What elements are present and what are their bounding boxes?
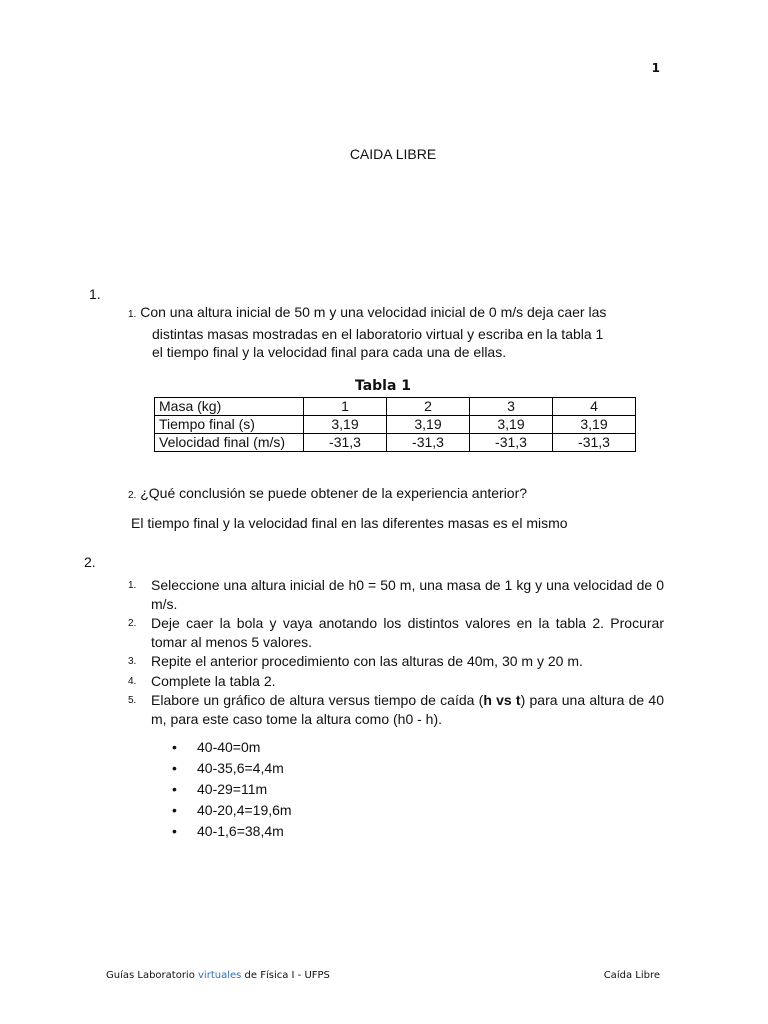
row-label: Masa (kg) xyxy=(155,398,304,416)
table-cell: 2 xyxy=(387,398,470,416)
footer-left-highlight: virtuales xyxy=(198,970,242,981)
list-item-text: Deje caer la bola y vaya anotando los distintos valores en la tabla 2. Procurar tomar al menos 5 valores. xyxy=(151,615,664,650)
question-1-1 xyxy=(128,303,648,362)
list-item-number: 4. xyxy=(128,675,137,687)
bullet-text: 40-35,6=4,4m xyxy=(197,760,284,776)
bullet-item xyxy=(172,758,292,779)
table-cell: 3 xyxy=(470,398,553,416)
section-1-number: 1. xyxy=(89,286,101,302)
bullet-icon: • xyxy=(172,823,177,839)
table-cell: -31,3 xyxy=(553,434,636,452)
table-cell: 4 xyxy=(553,398,636,416)
table-cell: -31,3 xyxy=(304,434,387,452)
footer-left-part1: Guías Laboratorio xyxy=(106,970,199,981)
list-item-text-before: Elabore un gráfico de altura versus tiempo de caída ( xyxy=(151,692,484,708)
list-item xyxy=(128,672,664,691)
table-cell: 1 xyxy=(304,398,387,416)
table-cell: 3,19 xyxy=(304,416,387,434)
bullet-item xyxy=(172,800,292,821)
table-row xyxy=(155,416,636,434)
bullet-icon: • xyxy=(172,802,177,818)
table-1-caption: Tabla 1 xyxy=(354,378,412,394)
table-cell: -31,3 xyxy=(470,434,553,452)
row-label: Tiempo final (s) xyxy=(155,416,304,434)
bullet-text: 40-29=11m xyxy=(197,781,268,797)
list-item-text: Seleccione una altura inicial de h0 = 50 m, una masa de 1 kg y una velocidad de 0 m/s. xyxy=(151,577,664,612)
list-item-number: 1. xyxy=(128,580,137,591)
list-item-bold-text: h vs t xyxy=(483,692,521,708)
question-1-2-text: ¿Qué conclusión se puede obtener de la experiencia anterior? xyxy=(140,485,528,501)
question-1-2-number: 2. xyxy=(128,490,137,501)
question-1-1-text-line2: distintas masas mostradas en el laboratorio virtual y escriba en la tabla 1 xyxy=(152,325,604,342)
question-1-1-text-line1: Con una altura inicial de 50 m y una velocidad inicial de 0 m/s deja caer las xyxy=(140,304,607,320)
section-2-list xyxy=(128,576,664,729)
bullet-icon: • xyxy=(172,781,177,797)
bullet-item xyxy=(172,821,292,842)
document-title: CAIDA LIBRE xyxy=(349,146,437,162)
bullet-icon: • xyxy=(172,760,177,776)
section-2-number: 2. xyxy=(84,554,96,570)
list-item-number: 3. xyxy=(128,656,137,667)
page-number: 1 xyxy=(651,61,660,75)
row-label: Velocidad final (m/s) xyxy=(155,434,304,452)
bullet-text: 40-1,6=38,4m xyxy=(197,823,284,839)
list-item-number: 2. xyxy=(128,618,137,629)
table-cell: -31,3 xyxy=(387,434,470,452)
list-item xyxy=(128,614,664,651)
table-row xyxy=(155,398,636,416)
footer-right: Caída Libre xyxy=(603,970,660,981)
list-item xyxy=(128,691,664,728)
table-cell: 3,19 xyxy=(387,416,470,434)
question-1-1-number: 1. xyxy=(128,309,137,320)
list-item-number: 5. xyxy=(128,695,137,706)
list-item-text: Complete la tabla 2. xyxy=(151,672,276,689)
question-1-1-line1 xyxy=(128,303,648,325)
question-1-1-text-line3: el tiempo final y la velocidad final para cada una de ellas. xyxy=(152,344,507,360)
bullet-text: 40-40=0m xyxy=(197,739,261,755)
bullet-text: 40-20,4=19,6m xyxy=(197,802,292,818)
table-cell: 3,19 xyxy=(553,416,636,434)
bullet-list xyxy=(172,737,292,842)
data-table-1 xyxy=(154,397,636,452)
bullet-item xyxy=(172,779,292,800)
table-cell: 3,19 xyxy=(470,416,553,434)
answer-text: El tiempo final y la velocidad final en las diferentes masas es el mismo xyxy=(131,515,568,531)
table-row xyxy=(155,434,636,452)
list-item-text-after: ) para una altura de 40 m, para este caso tome la altura como (h0 - h). xyxy=(151,692,664,727)
list-item-text: Repite el anterior procedimiento con las alturas de 40m, 30 m y 20 m. xyxy=(151,653,583,669)
bullet-icon: • xyxy=(172,739,177,755)
list-item xyxy=(128,576,664,613)
footer-left xyxy=(106,970,330,981)
footer-left-part2: de Física I - UFPS xyxy=(241,970,330,981)
question-1-2 xyxy=(128,485,527,501)
bullet-item xyxy=(172,737,292,758)
list-item xyxy=(128,652,664,671)
